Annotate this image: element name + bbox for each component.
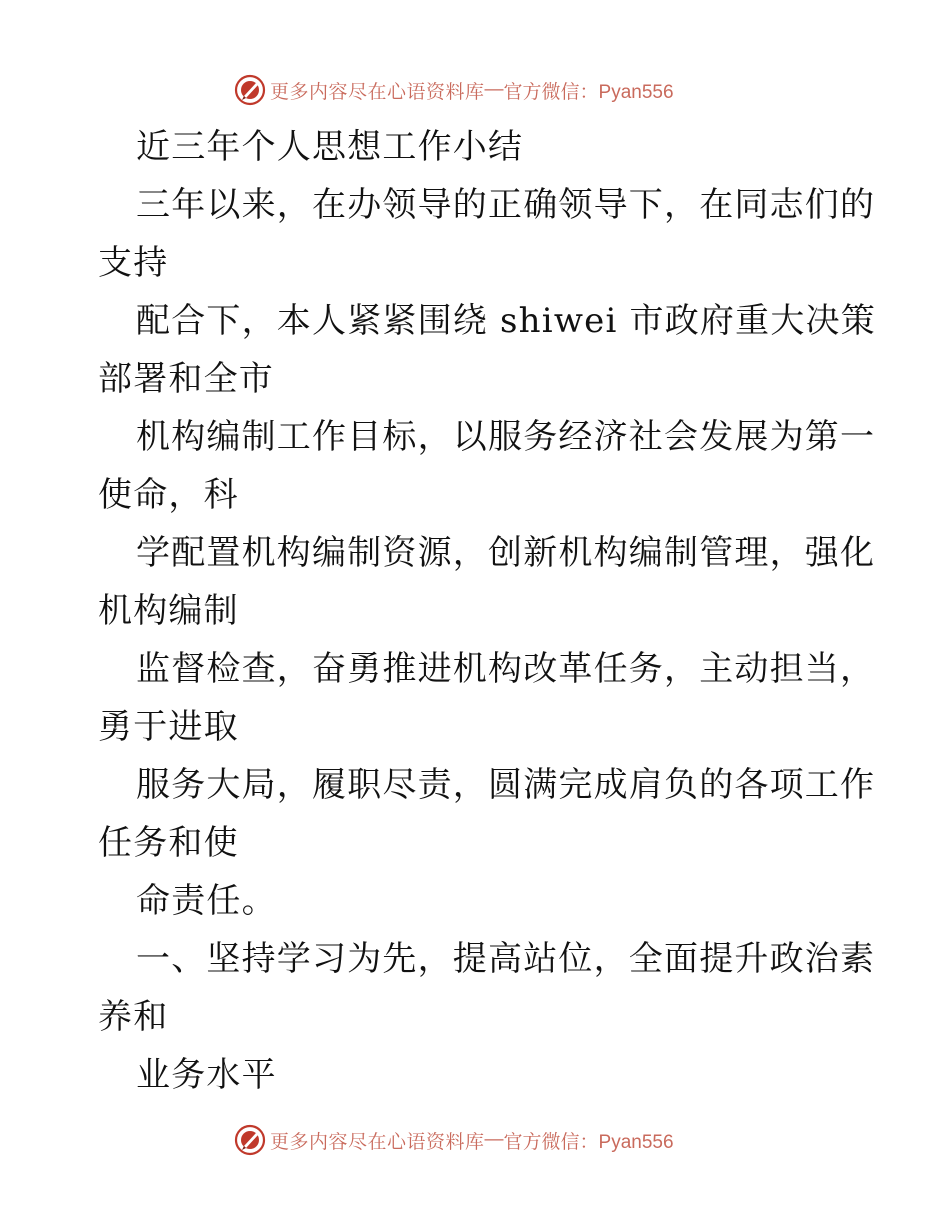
quill-logo-icon (234, 74, 266, 106)
watermark-separator: — (484, 1129, 504, 1150)
watermark-contact: 官方微信：Pyan556 (503, 1131, 674, 1153)
document-line: 任务和使 (98, 823, 239, 863)
document-line: 配合下，本人紧紧围绕 shiwei 市政府重大决策 (136, 301, 876, 341)
quill-logo-icon (234, 1124, 266, 1156)
document-line: 支持 (98, 243, 169, 283)
watermark-text: 更多内容尽在心语资料库 (270, 1131, 485, 1153)
header-watermark (234, 72, 674, 108)
document-line: 监督检查，奋勇推进机构改革任务，主动担当， (136, 649, 876, 689)
document-body (98, 118, 876, 1104)
footer-watermark (234, 1122, 674, 1158)
document-line: 命责任。 (136, 881, 277, 921)
watermark-separator: — (484, 79, 504, 100)
document-line: 养和 (98, 997, 169, 1037)
document-line: 机构编制工作目标，以服务经济社会发展为第一 (136, 417, 876, 457)
document-line: 三年以来，在办领导的正确领导下，在同志们的 (136, 185, 876, 225)
document-line: 部署和全市 (98, 359, 274, 399)
document-line: 服务大局，履职尽责，圆满完成肩负的各项工作 (136, 765, 876, 805)
watermark-contact: 官方微信：Pyan556 (503, 81, 674, 103)
document-line: 使命，科 (98, 475, 239, 515)
document-line: 近三年个人思想工作小结 (136, 127, 524, 167)
document-line: 一、坚持学习为先，提高站位，全面提升政治素 (136, 939, 876, 979)
document-line: 勇于进取 (98, 707, 239, 747)
document-line: 机构编制 (98, 591, 239, 631)
document-line: 学配置机构编制资源，创新机构编制管理，强化 (136, 533, 876, 573)
watermark-text: 更多内容尽在心语资料库 (270, 81, 485, 103)
document-line: 业务水平 (136, 1055, 277, 1095)
